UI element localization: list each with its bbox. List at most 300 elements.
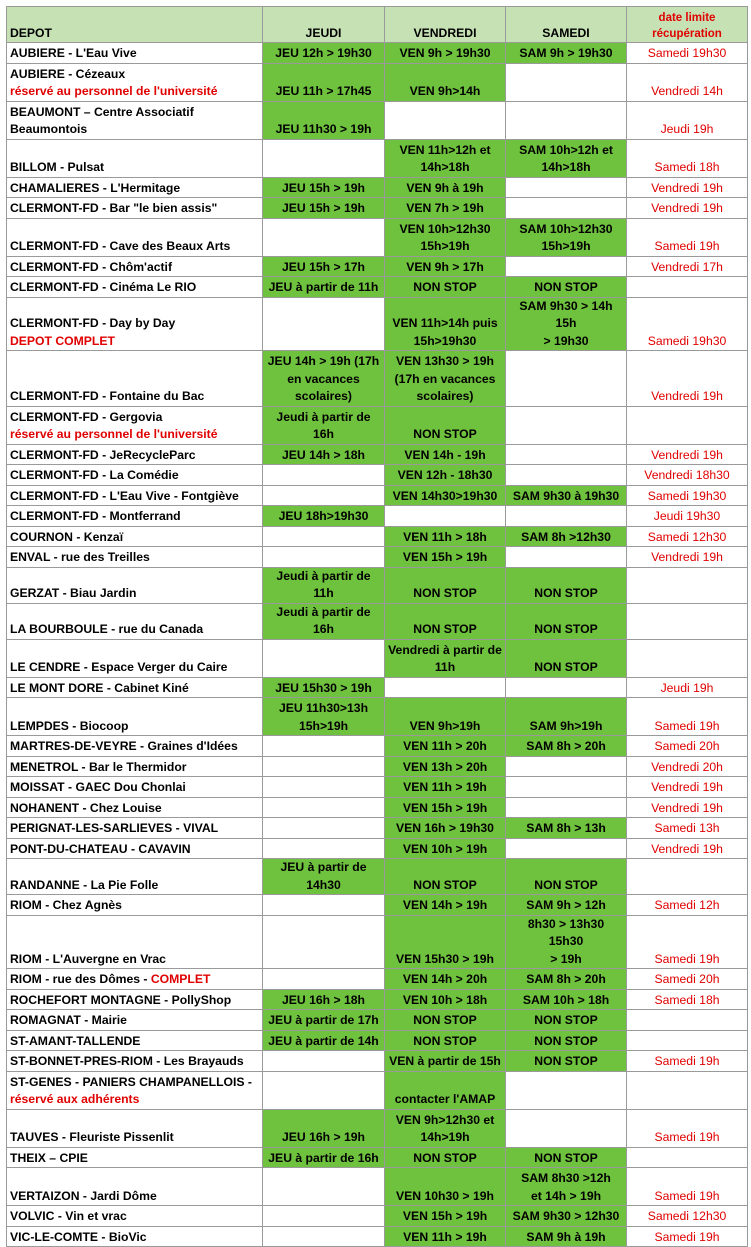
vendredi-hours: VEN 11h > 18h <box>403 529 487 544</box>
depot-name-cell <box>7 63 263 101</box>
table-row <box>7 506 748 527</box>
jeudi-schedule-cell <box>263 1206 385 1227</box>
jeudi-hours: JEU 18h>19h30 <box>278 509 369 523</box>
samedi-schedule-cell <box>506 1109 627 1147</box>
jeudi-schedule-cell <box>263 406 385 444</box>
vendredi-schedule-cell <box>385 256 506 277</box>
samedi-schedule-cell <box>506 698 627 736</box>
vendredi-hours: scolaires) <box>416 389 474 403</box>
samedi-hours: SAM 10h > 18h <box>522 992 610 1007</box>
pickup-deadline-cell <box>627 859 748 895</box>
vendredi-hours: VEN 9h > 17h <box>406 259 484 274</box>
samedi-hours: SAM 10h>12h et <box>519 142 613 157</box>
vendredi-schedule-cell <box>385 547 506 568</box>
vendredi-hours: VEN 9h>14h <box>409 84 481 98</box>
vendredi-hours: NON STOP <box>413 586 477 600</box>
depot-schedule-table <box>6 6 748 1247</box>
jeudi-hours: JEU 11h30 > 19h <box>275 122 372 136</box>
samedi-schedule-cell <box>506 1226 627 1247</box>
jeudi-schedule-cell <box>263 1147 385 1168</box>
jeudi-schedule-cell <box>263 895 385 916</box>
samedi-hours: NON STOP <box>534 1150 598 1165</box>
samedi-schedule-cell <box>506 777 627 798</box>
depot-name-cell <box>7 43 263 64</box>
table-body <box>7 43 748 1247</box>
vendredi-schedule-cell <box>385 1030 506 1051</box>
vendredi-hours: VEN 13h30 > 19h <box>396 354 494 368</box>
depot-name-cell <box>7 297 263 351</box>
jeudi-hours: JEU 14h > 19h (17h <box>267 354 380 368</box>
table-row <box>7 818 748 839</box>
samedi-hours: 15h>19h <box>541 239 591 253</box>
vendredi-hours: VEN 10h30 > 19h <box>396 1188 494 1203</box>
samedi-schedule-cell <box>506 1010 627 1031</box>
vendredi-hours: NON STOP <box>413 280 477 294</box>
samedi-schedule-cell <box>506 1206 627 1227</box>
pickup-deadline-cell: Jeudi 19h <box>627 101 748 139</box>
samedi-hours: NON STOP <box>534 877 598 892</box>
samedi-schedule-cell <box>506 547 627 568</box>
pickup-deadline-cell: Vendredi 19h <box>627 351 748 407</box>
jeudi-schedule-cell <box>263 989 385 1010</box>
jeudi-schedule-cell <box>263 639 385 677</box>
pickup-deadline-cell: Samedi 19h <box>627 1109 748 1147</box>
table-row <box>7 177 748 198</box>
depot-name: RIOM - Chez Agnès <box>10 898 122 912</box>
pickup-deadline-cell <box>627 639 748 677</box>
pickup-deadline-cell: Samedi 20h <box>627 969 748 990</box>
samedi-schedule-cell <box>506 177 627 198</box>
samedi-hours: SAM 9h à 19h <box>526 1229 606 1244</box>
table-row <box>7 736 748 757</box>
pickup-deadline-cell <box>627 603 748 639</box>
pickup-deadline-cell: Samedi 19h <box>627 698 748 736</box>
vendredi-schedule-cell <box>385 567 506 603</box>
jeudi-hours: JEU 15h > 17h <box>282 259 365 274</box>
jeudi-hours: JEU à partir de 14h30 <box>280 860 367 892</box>
pickup-deadline-cell: Jeudi 19h30 <box>627 506 748 527</box>
vendredi-hours: 15h>19h <box>420 239 470 253</box>
vendredi-schedule-cell <box>385 506 506 527</box>
samedi-schedule-cell <box>506 485 627 506</box>
depot-name: BEAUMONT – Centre Associatif <box>10 104 194 119</box>
vendredi-hours: NON STOP <box>413 622 477 636</box>
vendredi-hours: VEN 11h > 20h <box>403 739 487 753</box>
samedi-schedule-cell <box>506 1030 627 1051</box>
jeudi-schedule-cell <box>263 1109 385 1147</box>
table-row <box>7 777 748 798</box>
vendredi-hours: (17h en vacances <box>394 371 496 386</box>
document-page <box>6 6 747 1247</box>
vendredi-schedule-cell <box>385 1147 506 1168</box>
depot-name: CLERMONT-FD - Chôm'actif <box>10 259 173 274</box>
vendredi-hours: VEN 15h30 > 19h <box>396 951 494 966</box>
vendredi-schedule-cell <box>385 1051 506 1072</box>
depot-name: ROCHEFORT MONTAGNE - PollyShop <box>10 992 232 1007</box>
depot-name: CLERMONT-FD - Montferrand <box>10 509 181 523</box>
vendredi-hours: VEN 15h > 19h <box>402 550 488 564</box>
depot-name-cell <box>7 677 263 698</box>
samedi-schedule-cell <box>506 677 627 698</box>
depot-name-cell <box>7 639 263 677</box>
jeudi-schedule-cell <box>263 969 385 990</box>
jeudi-hours: JEU 15h30 > 19h <box>275 680 372 695</box>
depot-name-cell <box>7 1071 263 1109</box>
depot-name-cell <box>7 526 263 547</box>
depot-name-cell <box>7 838 263 859</box>
depot-name: AUBIERE - Cézeaux <box>10 66 126 81</box>
depot-name-cell <box>7 547 263 568</box>
jeudi-schedule-cell <box>263 63 385 101</box>
pickup-deadline-cell: Vendredi 19h <box>627 547 748 568</box>
depot-name: MENETROL - Bar le Thermidor <box>10 759 187 774</box>
jeudi-schedule-cell <box>263 465 385 486</box>
table-row <box>7 567 748 603</box>
depot-name: ST-BONNET-PRES-RIOM - Les Brayauds <box>10 1054 244 1068</box>
header-deadline-line: date limite <box>658 12 716 24</box>
vendredi-schedule-cell <box>385 989 506 1010</box>
vendredi-hours: VEN 11h > 19h <box>403 780 487 794</box>
vendredi-hours: VEN 14h > 19h <box>402 898 488 912</box>
samedi-hours: NON STOP <box>534 1033 598 1048</box>
vendredi-schedule-cell <box>385 797 506 818</box>
jeudi-hours: 15h>19h <box>298 718 349 733</box>
samedi-hours: NON STOP <box>534 586 598 600</box>
table-row <box>7 639 748 677</box>
jeudi-schedule-cell <box>263 198 385 219</box>
pickup-deadline-cell <box>627 277 748 298</box>
samedi-schedule-cell <box>506 1071 627 1109</box>
vendredi-schedule-cell <box>385 101 506 139</box>
samedi-hours: SAM 10h>12h30 <box>519 221 613 236</box>
samedi-schedule-cell <box>506 297 627 351</box>
jeudi-schedule-cell <box>263 1010 385 1031</box>
depot-name-cell <box>7 101 263 139</box>
samedi-schedule-cell <box>506 198 627 219</box>
table-row <box>7 297 748 351</box>
depot-name-cell <box>7 444 263 465</box>
table-row <box>7 444 748 465</box>
vendredi-hours: 14h>18h <box>420 160 470 174</box>
pickup-deadline-cell: Samedi 12h <box>627 895 748 916</box>
depot-name: ENVAL - rue des Treilles <box>10 550 150 564</box>
table-row <box>7 63 748 101</box>
jeudi-schedule-cell <box>263 444 385 465</box>
pickup-deadline-cell: Samedi 19h <box>627 1051 748 1072</box>
table-row <box>7 677 748 698</box>
header-samedi: SAMEDI <box>506 7 627 43</box>
samedi-schedule-cell <box>506 989 627 1010</box>
depot-name: CLERMONT-FD - Day by Day <box>10 316 176 330</box>
samedi-schedule-cell <box>506 101 627 139</box>
samedi-schedule-cell <box>506 63 627 101</box>
pickup-deadline-cell <box>627 406 748 444</box>
vendredi-schedule-cell <box>385 603 506 639</box>
depot-name-cell <box>7 698 263 736</box>
depot-name: VOLVIC - Vin et vrac <box>10 1209 127 1223</box>
samedi-hours: > 19h <box>550 951 582 966</box>
vendredi-hours: NON STOP <box>413 1013 477 1027</box>
depot-name-cell <box>7 567 263 603</box>
vendredi-schedule-cell <box>385 43 506 64</box>
samedi-hours: SAM 9h30 à 19h30 <box>512 488 620 503</box>
depot-name: CLERMONT-FD - La Comédie <box>10 468 179 482</box>
samedi-schedule-cell <box>506 1051 627 1072</box>
pickup-deadline-cell <box>627 1010 748 1031</box>
depot-name: TAUVES - Fleuriste Pissenlit <box>10 1130 174 1144</box>
depot-name: LA BOURBOULE - rue du Canada <box>10 622 204 636</box>
vendredi-hours: VEN 11h > 19h <box>403 1229 487 1244</box>
vendredi-schedule-cell <box>385 698 506 736</box>
jeudi-schedule-cell <box>263 526 385 547</box>
vendredi-schedule-cell <box>385 969 506 990</box>
depot-name-cell <box>7 777 263 798</box>
depot-name: CLERMONT-FD - JeRecycleParc <box>10 447 196 462</box>
samedi-schedule-cell <box>506 277 627 298</box>
jeudi-schedule-cell <box>263 838 385 859</box>
jeudi-schedule-cell <box>263 1051 385 1072</box>
jeudi-hours: JEU 16h > 18h <box>282 992 365 1007</box>
depot-name-cell <box>7 1206 263 1227</box>
table-row <box>7 698 748 736</box>
pickup-deadline-cell: Samedi 19h <box>627 218 748 256</box>
samedi-hours: SAM 9h30 > 14h 15h <box>519 298 613 330</box>
jeudi-schedule-cell <box>263 297 385 351</box>
table-row <box>7 1109 748 1147</box>
samedi-hours: NON STOP <box>534 1013 598 1027</box>
jeudi-schedule-cell <box>263 1226 385 1247</box>
jeudi-schedule-cell <box>263 756 385 777</box>
depot-name: VIC-LE-COMTE - BioVic <box>10 1229 147 1244</box>
vendredi-hours: VEN 13h > 20h <box>402 759 488 774</box>
pickup-deadline-cell: Samedi 18h <box>627 139 748 177</box>
samedi-hours: NON STOP <box>534 660 598 674</box>
jeudi-hours: JEU 11h30>13h <box>278 701 369 715</box>
samedi-schedule-cell <box>506 506 627 527</box>
table-row <box>7 485 748 506</box>
depot-name-cell <box>7 139 263 177</box>
vendredi-schedule-cell <box>385 1071 506 1109</box>
depot-name: PERIGNAT-LES-SARLIEVES - VIVAL <box>10 821 219 835</box>
vendredi-hours: NON STOP <box>413 1150 477 1165</box>
depot-name-cell <box>7 198 263 219</box>
vendredi-schedule-cell <box>385 1109 506 1147</box>
samedi-schedule-cell <box>506 756 627 777</box>
vendredi-schedule-cell <box>385 677 506 698</box>
vendredi-schedule-cell <box>385 177 506 198</box>
samedi-hours: NON STOP <box>534 280 598 294</box>
jeudi-schedule-cell <box>263 277 385 298</box>
samedi-schedule-cell <box>506 736 627 757</box>
vendredi-schedule-cell <box>385 485 506 506</box>
pickup-deadline-cell: Samedi 19h <box>627 1168 748 1206</box>
depot-restriction-note: réservé au personnel de l'université <box>10 427 218 441</box>
pickup-deadline-cell: Vendredi 19h <box>627 198 748 219</box>
jeudi-schedule-cell <box>263 256 385 277</box>
pickup-deadline-cell <box>627 1071 748 1109</box>
samedi-schedule-cell <box>506 139 627 177</box>
vendredi-hours: VEN à partir de 15h <box>389 1054 501 1068</box>
samedi-schedule-cell <box>506 465 627 486</box>
vendredi-hours: Vendredi à partir de <box>388 642 502 657</box>
depot-name: THEIX – CPIE <box>10 1150 88 1165</box>
vendredi-schedule-cell <box>385 915 506 969</box>
vendredi-hours: VEN 10h>12h30 <box>399 221 491 236</box>
table-row <box>7 969 748 990</box>
depot-name: PONT-DU-CHATEAU - CAVAVIN <box>10 841 191 856</box>
samedi-schedule-cell <box>506 218 627 256</box>
table-row <box>7 43 748 64</box>
vendredi-schedule-cell <box>385 756 506 777</box>
table-row <box>7 101 748 139</box>
vendredi-hours: VEN 12h - 18h30 <box>397 468 493 482</box>
samedi-schedule-cell <box>506 444 627 465</box>
jeudi-schedule-cell <box>263 818 385 839</box>
table-row <box>7 139 748 177</box>
samedi-schedule-cell <box>506 603 627 639</box>
depot-name-cell <box>7 915 263 969</box>
header-depot: DEPOT <box>7 7 263 43</box>
samedi-hours: SAM 9h > 12h <box>526 898 606 912</box>
header-deadline <box>627 7 748 43</box>
jeudi-hours: JEU à partir de 11h <box>268 280 379 294</box>
depot-name: ST-GENES - PANIERS CHAMPANELLOIS - <box>10 1074 252 1089</box>
depot-name-cell <box>7 756 263 777</box>
vendredi-hours: 11h <box>434 660 456 674</box>
samedi-schedule-cell <box>506 915 627 969</box>
depot-restriction-note: réservé aux adhérents <box>10 1092 140 1106</box>
pickup-deadline-cell: Samedi 19h <box>627 1226 748 1247</box>
vendredi-hours: 14h>19h <box>420 1130 470 1144</box>
table-row <box>7 198 748 219</box>
samedi-hours: et 14h > 19h <box>530 1188 602 1203</box>
samedi-schedule-cell <box>506 818 627 839</box>
vendredi-hours: VEN 9h>19h <box>409 718 481 733</box>
vendredi-schedule-cell <box>385 1206 506 1227</box>
jeudi-schedule-cell <box>263 567 385 603</box>
depot-name-cell <box>7 818 263 839</box>
table-row <box>7 256 748 277</box>
header-row <box>7 7 748 43</box>
jeudi-hours: JEU 14h > 18h <box>282 447 365 462</box>
samedi-schedule-cell <box>506 256 627 277</box>
table-row <box>7 1206 748 1227</box>
header-jeudi: JEUDI <box>263 7 385 43</box>
depot-name-cell <box>7 1109 263 1147</box>
jeudi-schedule-cell <box>263 101 385 139</box>
pickup-deadline-cell: Samedi 12h30 <box>627 1206 748 1227</box>
depot-name: VERTAIZON - Jardi Dôme <box>10 1188 157 1203</box>
table-row <box>7 1051 748 1072</box>
vendredi-hours: VEN 10h > 19h <box>402 841 488 856</box>
vendredi-schedule-cell <box>385 895 506 916</box>
vendredi-schedule-cell <box>385 526 506 547</box>
table-row <box>7 526 748 547</box>
vendredi-schedule-cell <box>385 277 506 298</box>
samedi-hours: SAM 8h30 >12h <box>521 1171 611 1185</box>
pickup-deadline-cell: Samedi 13h <box>627 818 748 839</box>
vendredi-hours: VEN 14h30>19h30 <box>392 488 498 503</box>
depot-name: MOISSAT - GAEC Dou Chonlai <box>10 780 186 794</box>
pickup-deadline-cell: Samedi 20h <box>627 736 748 757</box>
depot-name-cell <box>7 465 263 486</box>
pickup-deadline-cell: Vendredi 18h30 <box>627 465 748 486</box>
jeudi-schedule-cell <box>263 506 385 527</box>
pickup-deadline-cell <box>627 1147 748 1168</box>
pickup-deadline-cell <box>627 1030 748 1051</box>
jeudi-hours: JEU 11h > 17h45 <box>275 84 372 98</box>
table-row <box>7 277 748 298</box>
depot-restriction-note: DEPOT COMPLET <box>10 333 115 348</box>
vendredi-hours: VEN 7h > 19h <box>406 201 484 215</box>
jeudi-schedule-cell <box>263 1030 385 1051</box>
table-row <box>7 838 748 859</box>
depot-restriction-note: réservé au personnel de l'université <box>10 84 218 98</box>
pickup-deadline-cell: Vendredi 20h <box>627 756 748 777</box>
samedi-schedule-cell <box>506 526 627 547</box>
jeudi-hours: Jeudi à partir de 16h <box>276 604 371 636</box>
depot-name-cell <box>7 969 263 990</box>
jeudi-schedule-cell <box>263 603 385 639</box>
table-row <box>7 915 748 969</box>
table-row <box>7 1010 748 1031</box>
samedi-schedule-cell <box>506 895 627 916</box>
header-deadline-line: récupération <box>652 28 722 40</box>
vendredi-hours: VEN 11h>14h puis <box>392 316 498 330</box>
vendredi-hours: VEN 9h > 19h30 <box>399 46 491 60</box>
vendredi-hours: NON STOP <box>413 877 477 892</box>
depot-status-note: COMPLET <box>150 972 211 986</box>
depot-name-cell <box>7 506 263 527</box>
header-vendredi: VENDREDI <box>385 7 506 43</box>
jeudi-schedule-cell <box>263 736 385 757</box>
pickup-deadline-cell: Samedi 19h30 <box>627 43 748 64</box>
jeudi-hours: JEU 12h > 19h30 <box>275 46 372 60</box>
vendredi-hours: VEN 14h - 19h <box>404 447 486 462</box>
table-row <box>7 989 748 1010</box>
depot-name: AUBIERE - L'Eau Vive <box>10 46 137 60</box>
table-row <box>7 797 748 818</box>
samedi-schedule-cell <box>506 1147 627 1168</box>
depot-name: GERZAT - Biau Jardin <box>10 586 137 600</box>
jeudi-schedule-cell <box>263 351 385 407</box>
table-row <box>7 547 748 568</box>
vendredi-hours: VEN 15h > 19h <box>402 1209 488 1223</box>
samedi-hours: SAM 8h > 13h <box>526 821 606 835</box>
vendredi-schedule-cell <box>385 1226 506 1247</box>
depot-name: CLERMONT-FD - L'Eau Vive - Fontgiève <box>10 488 239 503</box>
depot-name: ST-AMANT-TALLENDE <box>10 1033 141 1048</box>
jeudi-hours: JEU à partir de 17h <box>268 1013 379 1027</box>
depot-name: CLERMONT-FD - Gergovia <box>10 409 163 424</box>
jeudi-hours: Jeudi à partir de 16h <box>276 409 371 441</box>
vendredi-hours: VEN 15h > 19h <box>402 800 488 815</box>
samedi-hours: SAM 9h>19h <box>529 718 603 733</box>
depot-name: BILLOM - Pulsat <box>10 160 105 174</box>
depot-name: CLERMONT-FD - Fontaine du Bac <box>10 389 205 403</box>
jeudi-schedule-cell <box>263 139 385 177</box>
pickup-deadline-cell: Vendredi 14h <box>627 63 748 101</box>
jeudi-schedule-cell <box>263 177 385 198</box>
pickup-deadline-cell: Samedi 19h30 <box>627 297 748 351</box>
depot-name: CLERMONT-FD - Cave des Beaux Arts <box>10 239 231 253</box>
pickup-deadline-cell: Vendredi 19h <box>627 838 748 859</box>
vendredi-schedule-cell <box>385 297 506 351</box>
jeudi-schedule-cell <box>263 1071 385 1109</box>
jeudi-hours: en vacances <box>287 371 360 386</box>
table-row <box>7 1030 748 1051</box>
depot-name-cell <box>7 177 263 198</box>
